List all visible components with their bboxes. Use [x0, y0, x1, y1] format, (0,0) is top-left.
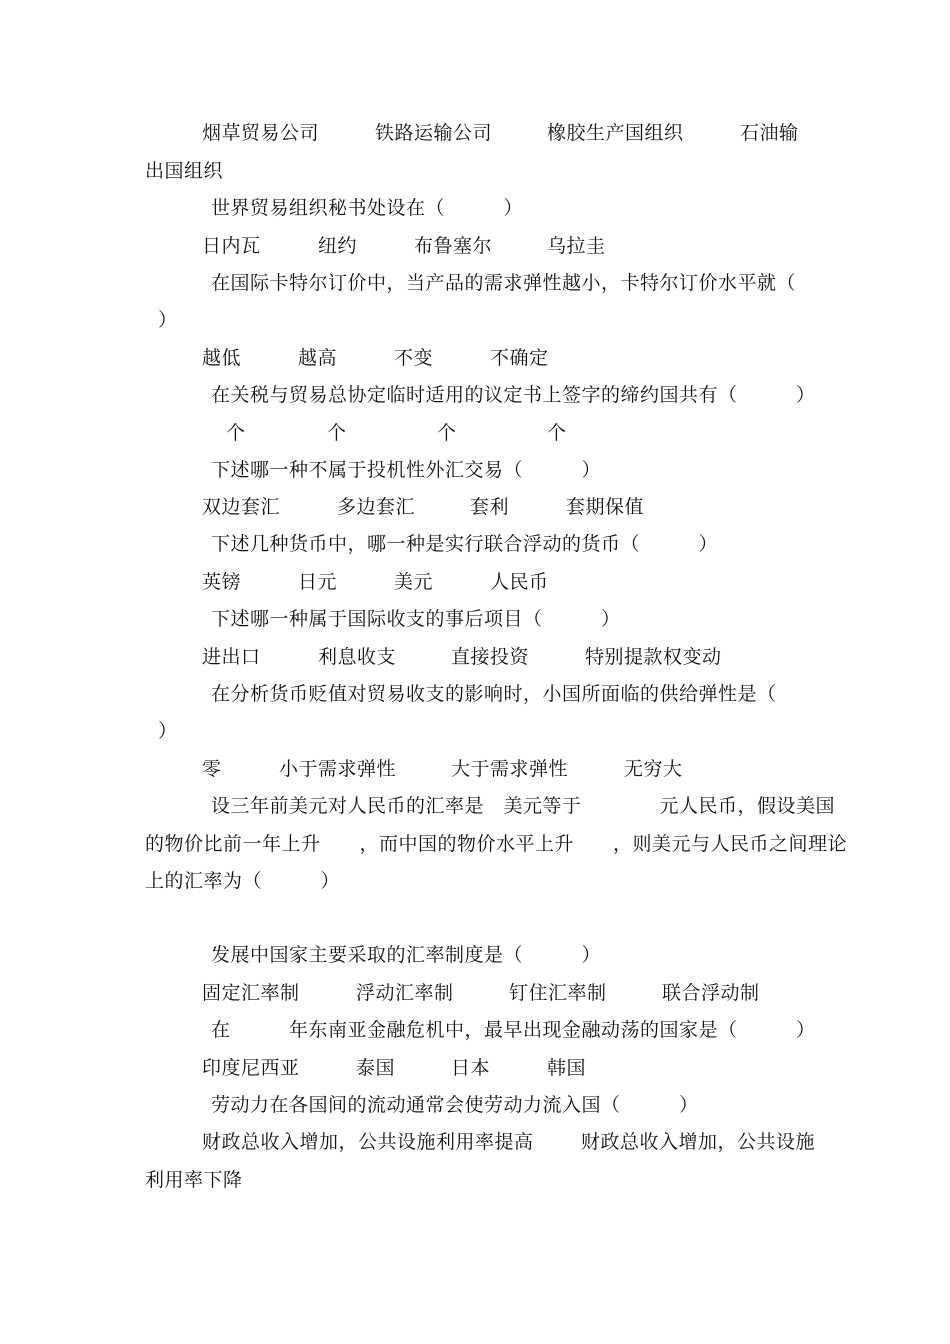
option: 联合浮动制: [662, 982, 760, 1004]
option: 越高: [298, 347, 338, 369]
option: 钉住汇率制: [509, 982, 607, 1004]
option-continuation: 出国组织: [145, 160, 224, 182]
option: 个: [327, 422, 347, 444]
question-text: 劳动力在各国间的流动通常会使劳动力流入国（ ）: [211, 1094, 699, 1116]
option: 无穷大: [624, 758, 683, 780]
question-text: 发展中国家主要采取的汇率制度是（ ）: [211, 944, 602, 966]
option: 多边套汇: [337, 496, 416, 518]
option: 个: [437, 422, 457, 444]
option: 石油输: [740, 122, 799, 144]
option: 英镑: [202, 571, 242, 593]
option-continuation: 利用率下降: [145, 1169, 243, 1191]
option: 小于需求弹性: [279, 758, 397, 780]
option: 财政总收入增加，公共设施利用率提高: [202, 1131, 534, 1153]
option: 进出口: [202, 646, 261, 668]
option: 固定汇率制: [202, 982, 300, 1004]
question-text: 在关税与贸易总协定临时适用的议定书上签字的缔约国共有（ ）: [211, 384, 816, 406]
option: 不变: [394, 347, 434, 369]
question-continuation: 上的汇率为（ ）: [145, 870, 341, 892]
question-continuation: ）: [158, 720, 178, 742]
option: 套期保值: [566, 496, 645, 518]
option: 泰国: [356, 1057, 396, 1079]
option: 利息收支: [318, 646, 397, 668]
option: 韩国: [547, 1057, 587, 1079]
question-text: 世界贸易组织秘书处设在（ ）: [211, 197, 524, 219]
option: 不确定: [490, 347, 549, 369]
question-text: 在分析货币贬值对贸易收支的影响时，小国所面临的供给弹性是（: [211, 683, 777, 705]
option: 人民币: [490, 571, 549, 593]
option: 橡胶生产国组织: [547, 122, 684, 144]
option: 日元: [298, 571, 338, 593]
question-continuation: ）: [158, 309, 178, 331]
option: 大于需求弹性: [451, 758, 569, 780]
option: 烟草贸易公司: [202, 122, 320, 144]
option: 浮动汇率制: [356, 982, 454, 1004]
option: 乌拉圭: [547, 235, 606, 257]
question-continuation: 的物价比前一年上升 ，而中国的物价水平上升 ，则美元与人民币之间理论: [145, 833, 848, 855]
option: 双边套汇: [202, 496, 281, 518]
option: 越低: [202, 347, 242, 369]
option: 个: [226, 422, 246, 444]
question-text: 在 年东南亚金融危机中，最早出现金融动荡的国家是（ ）: [211, 1019, 816, 1041]
option: 直接投资: [451, 646, 530, 668]
option: 美元: [394, 571, 434, 593]
question-text: 在国际卡特尔订价中，当产品的需求弹性越小，卡特尔订价水平就（: [211, 272, 797, 294]
option: 日内瓦: [202, 235, 261, 257]
option: 日本: [451, 1057, 491, 1079]
option: 套利: [470, 496, 510, 518]
question-text: 下述几种货币中，哪一种是实行联合浮动的货币（ ）: [211, 533, 719, 555]
option: 印度尼西亚: [202, 1057, 300, 1079]
option: 特别提款权变动: [585, 646, 722, 668]
option: 铁路运输公司: [375, 122, 493, 144]
question-text: 设三年前美元对人民币的汇率是 美元等于 元人民币，假设美国: [211, 795, 836, 817]
option: 零: [202, 758, 222, 780]
option: 个: [547, 422, 567, 444]
option: 财政总收入增加，公共设施: [581, 1131, 816, 1153]
option: 纽约: [318, 235, 358, 257]
question-text: 下述哪一种不属于投机性外汇交易（ ）: [211, 459, 602, 481]
question-text: 下述哪一种属于国际收支的事后项目（ ）: [211, 608, 621, 630]
option: 布鲁塞尔: [414, 235, 493, 257]
